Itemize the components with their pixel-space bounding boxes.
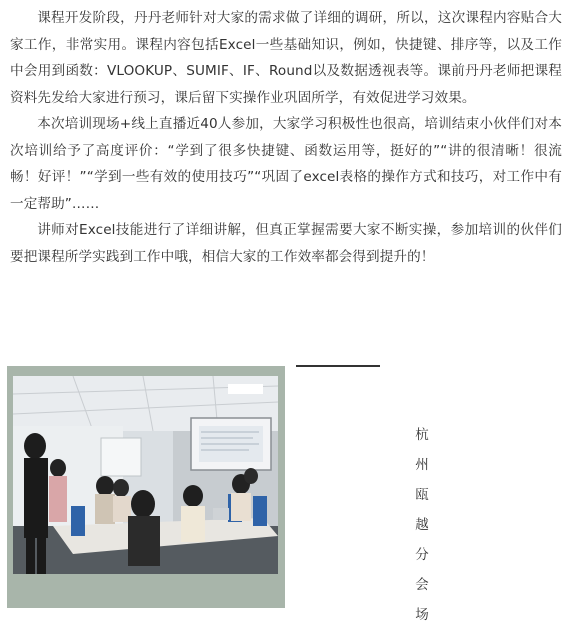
training-photo [13,376,278,574]
caption-char: 场 [415,607,429,623]
article-body [10,5,562,270]
caption-char: 分 [415,547,429,563]
caption-char: 杭 [415,427,429,443]
paragraph-3: 讲师对Excel技能进行了详细讲解，但真正掌握需要大家不断实操，参加培训的伙伴们要把课程所学实践到工作中哦，相信大家的工作效率都会得到提升的！ [10,222,562,265]
paragraph-1: 课程开发阶段，丹丹老师针对大家的需求做了详细的调研，所以，这次课程内容贴合大家工作，非常实用。课程内容包括Excel一些基础知识，例如，快捷键、排序等，以及工作中会用到函数：VLOOKUP、SUMIF、IF、Round以及数据透视表等。课前丹丹老师把课程资料先发给大家进行预习，课后留下实操作业巩固所学，有效促进学习效果。 [10,10,562,106]
caption-char: 瓯 [415,487,429,503]
paragraph-2: 本次培训现场+线上直播近40人参加，大家学习积极性也很高，培训结束小伙伴们对本次培训给予了高度评价：“学到了很多快捷键、函数运用等，挺好的”“讲的很清晰！很流畅！好评！”“学到一些有效的使用技巧”“巩固了excel表格的操作方式和技巧，对工作中有一定帮助”…… [10,116,562,212]
caption-divider [296,365,380,367]
caption-char: 州 [415,457,429,473]
caption-char: 越 [415,517,429,533]
photo-caption-vertical [410,420,434,630]
caption-char: 会 [415,577,429,593]
